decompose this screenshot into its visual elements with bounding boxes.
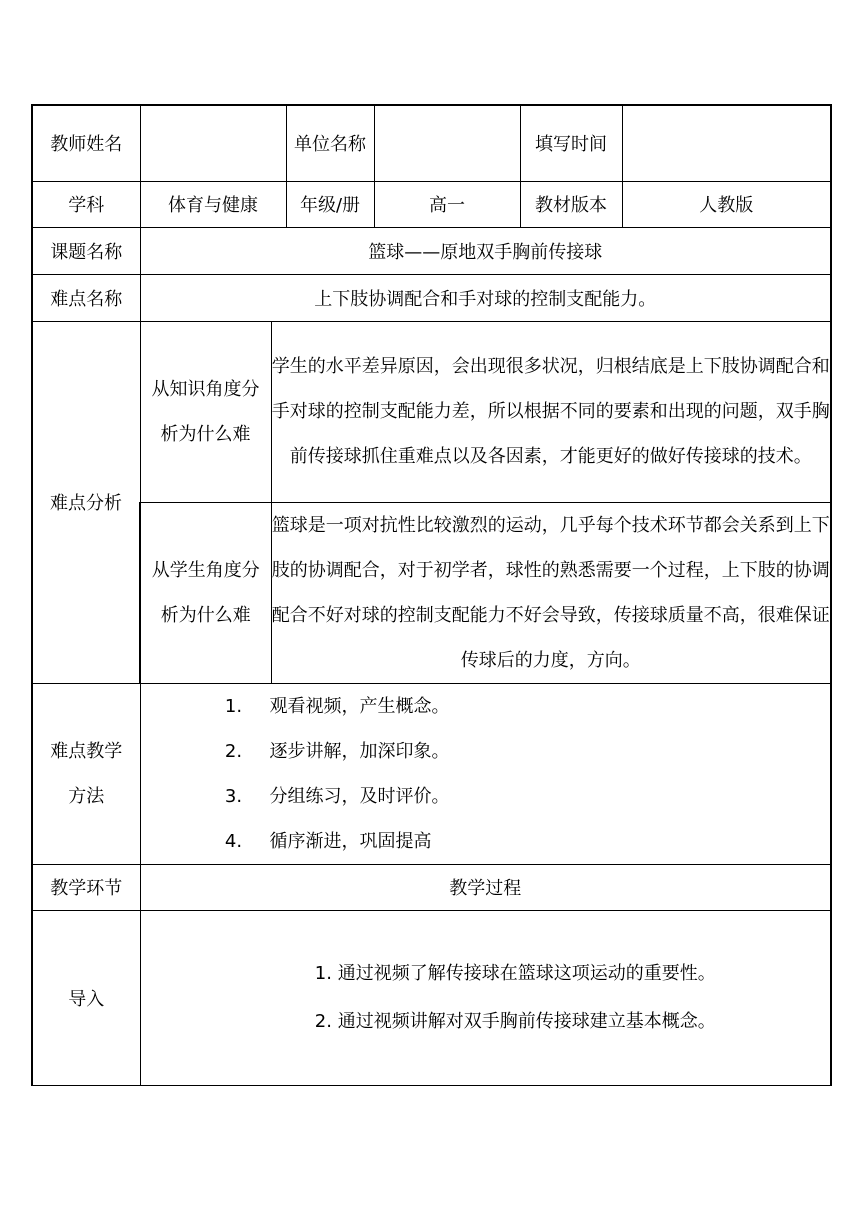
grade-value: 高一 [374, 181, 520, 227]
method-text: 观看视频，产生概念。 [269, 695, 450, 717]
methods-label-line1: 难点教学 [50, 740, 123, 762]
method-item [141, 684, 831, 729]
edition-label: 教材版本 [520, 181, 622, 227]
analysis-knowledge-row [32, 321, 831, 502]
difficulty-row [32, 274, 831, 321]
method-number: 2. [224, 740, 243, 762]
methods-label-line2: 方法 [68, 785, 105, 807]
edition-value: 人教版 [622, 181, 831, 227]
teacher-name-value [140, 105, 286, 181]
fill-time-value [622, 105, 831, 181]
methods-label [32, 683, 140, 864]
header-row-1 [32, 105, 831, 181]
topic-value: 篮球——原地双手胸前传接球 [140, 227, 831, 274]
method-number: 1. [224, 695, 243, 717]
difficulty-value: 上下肢协调配合和手对球的控制支配能力。 [140, 274, 831, 321]
lesson-plan-table [31, 104, 832, 1086]
subject-label: 学科 [32, 181, 140, 227]
analysis-label: 难点分析 [32, 321, 140, 683]
intro-line: 1. 通过视频了解传接球在篮球这项运动的重要性。 [314, 962, 716, 984]
header-row-2 [32, 181, 831, 227]
method-item [141, 774, 831, 819]
method-number: 4. [224, 830, 243, 852]
unit-name-label: 单位名称 [286, 105, 374, 181]
student-angle-label [140, 502, 271, 683]
method-number: 3. [224, 785, 243, 807]
unit-name-value [374, 105, 520, 181]
intro-line: 2. 通过视频讲解对双手胸前传接球建立基本概念。 [314, 1010, 716, 1032]
topic-row [32, 227, 831, 274]
student-angle-label-line2: 析为什么难 [160, 604, 251, 626]
subject-value: 体育与健康 [140, 181, 286, 227]
student-angle-label-line1: 从学生角度分 [151, 559, 260, 581]
intro-label: 导入 [32, 910, 140, 1085]
topic-label: 课题名称 [32, 227, 140, 274]
intro-row [32, 910, 831, 1085]
analysis-student-row [32, 502, 831, 683]
grade-label: 年级/册 [286, 181, 374, 227]
method-text: 循序渐进，巩固提高 [269, 830, 432, 852]
method-item [141, 729, 831, 774]
process-value: 教学过程 [140, 864, 831, 910]
teacher-name-label: 教师姓名 [32, 105, 140, 181]
student-angle-text: 篮球是一项对抗性比较激烈的运动，几乎每个技术环节都会关系到上下肢的协调配合，对于初学者，球性的熟悉需要一个过程，上下肢的协调配合不好对球的控制支配能力不好会导致，传接球质量不高，很难保证传球后的力度，方向。 [271, 502, 831, 683]
difficulty-label: 难点名称 [32, 274, 140, 321]
knowledge-angle-label-line2: 析为什么难 [160, 423, 251, 445]
process-row [32, 864, 831, 910]
knowledge-angle-text: 学生的水平差异原因，会出现很多状况，归根结底是上下肢协调配合和手对球的控制支配能力差，所以根据不同的要素和出现的问题，双手胸前传接球抓住重难点以及各因素，才能更好的做好传接球的技术。 [271, 321, 831, 502]
method-text: 分组练习，及时评价。 [269, 785, 450, 807]
method-item [141, 819, 831, 864]
knowledge-angle-label-line1: 从知识角度分 [151, 378, 260, 400]
methods-list [140, 683, 831, 864]
methods-row [32, 683, 831, 864]
intro-content [140, 910, 831, 1085]
method-text: 逐步讲解，加深印象。 [269, 740, 450, 762]
fill-time-label: 填写时间 [520, 105, 622, 181]
process-label: 教学环节 [32, 864, 140, 910]
knowledge-angle-label [140, 321, 271, 502]
